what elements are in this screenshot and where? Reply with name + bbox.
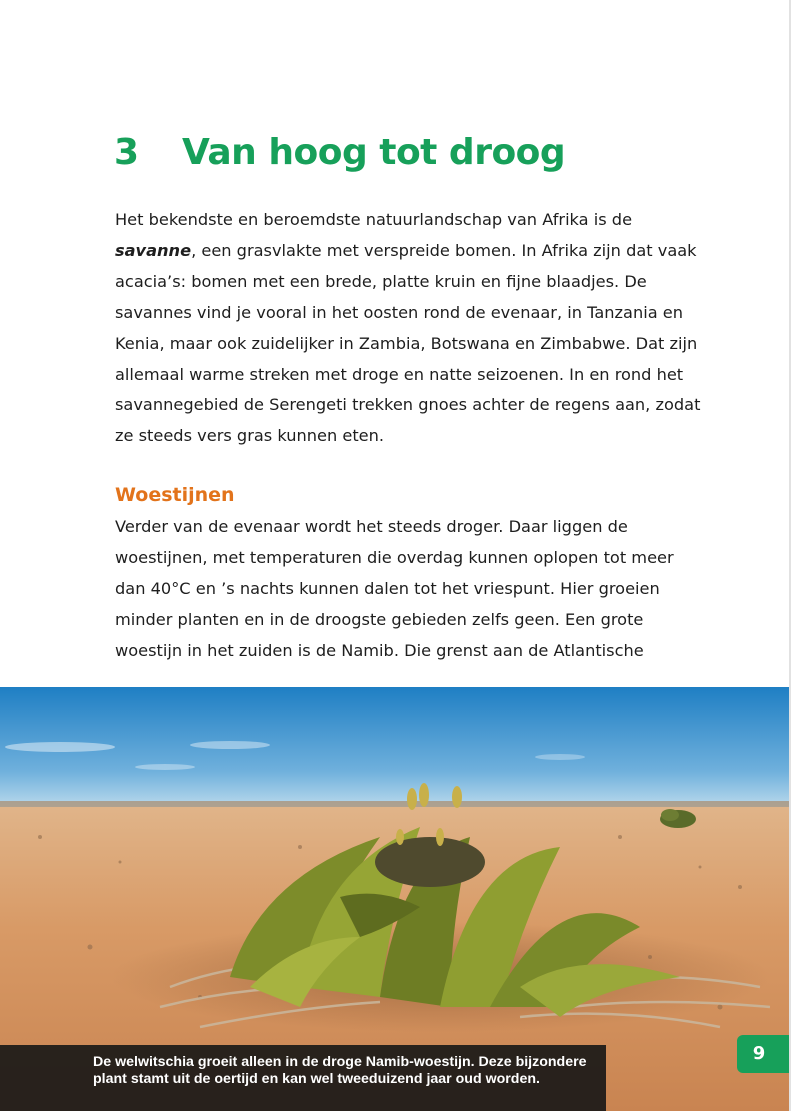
photo-caption (0, 1045, 606, 1111)
section-line: woestijn in het zuiden is de Namib. Die grenst aan de Atlantische (115, 640, 644, 660)
chapter-title-text: Van hoog tot droog (182, 132, 566, 173)
section-line: dan 40°C en ’s nachts kunnen dalen tot het vriespunt. Hier groeien (115, 578, 660, 598)
intro-line: savanne, een grasvlakte met verspreide bomen. In Afrika zijn dat vaak (115, 240, 697, 260)
intro-paragraph (115, 205, 701, 452)
caption-line: plant stamt uit de oertijd en kan wel tweeduizend jaar oud worden. (93, 1071, 540, 1087)
section-line: Verder van de evenaar wordt het steeds droger. Daar liggen de (115, 517, 628, 536)
page-number: 9 (737, 1035, 789, 1073)
intro-line: ze steeds vers gras kunnen eten. (115, 426, 385, 446)
intro-line: acacia’s: bomen met een brede, platte kruin en fijne blaadjes. De (115, 271, 647, 291)
chapter-number: 3 (114, 132, 139, 173)
section-heading: Woestijnen (115, 484, 235, 506)
section-line: minder planten en in de droogste gebieden zelfs geen. Een grote (115, 609, 644, 629)
section-line: woestijnen, met temperaturen die overdag kunnen oplopen tot meer (115, 547, 674, 567)
intro-line: savannes vind je vooral in het oosten rond de evenaar, in Tanzania en (115, 302, 683, 322)
term-savanne: savanne (115, 240, 192, 260)
intro-line: allemaal warme streken met droge en natte seizoenen. In en rond het (115, 364, 684, 384)
caption-line: De welwitschia groeit alleen in de droge Namib-woestijn. Deze bijzondere (93, 1054, 587, 1070)
intro-line: savannegebied de Serengeti trekken gnoes achter de regens aan, zodat (115, 395, 701, 415)
intro-line: Het bekendste en beroemdste natuurlandschap van Afrika is de (115, 210, 633, 229)
chapter-title (114, 130, 565, 176)
intro-line: Kenia, maar ook zuidelijker in Zambia, Botswana en Zimbabwe. Dat zijn (115, 333, 698, 353)
section-paragraph (115, 512, 685, 667)
